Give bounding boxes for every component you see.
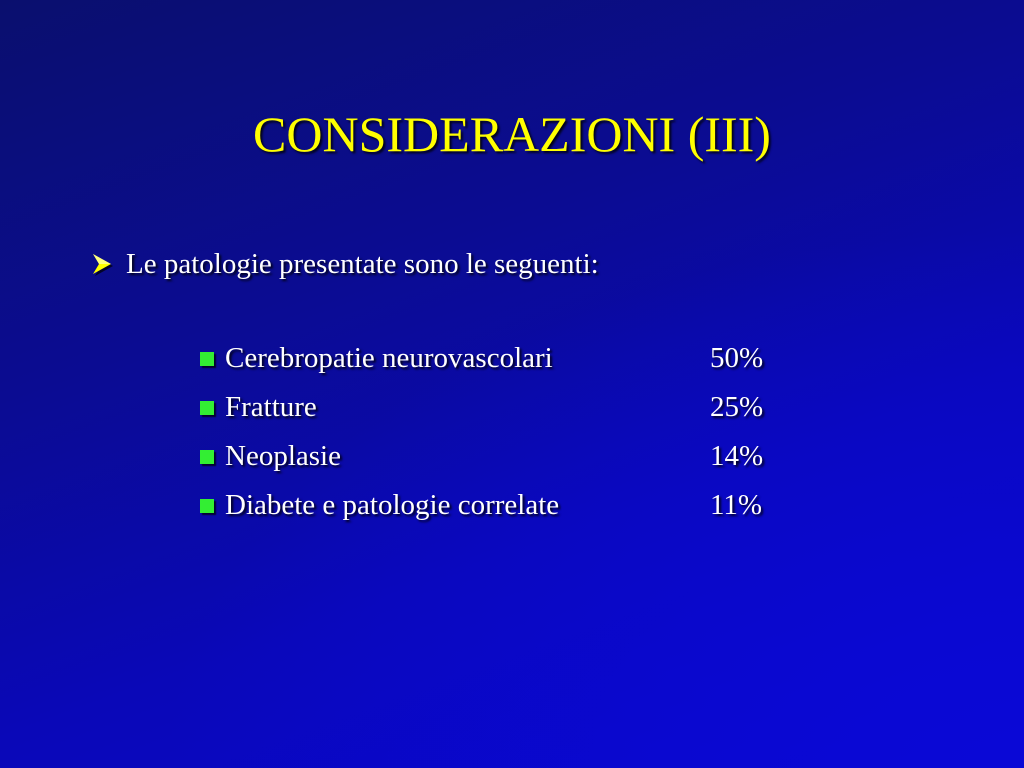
arrow-bullet-icon	[90, 251, 116, 277]
intro-bullet	[90, 244, 599, 284]
item-value: 11%	[710, 489, 763, 521]
item-value: 14%	[710, 440, 764, 472]
item-value: 25%	[710, 391, 764, 423]
item-label: Neoplasie	[225, 440, 341, 472]
square-bullet-icon	[200, 499, 214, 513]
square-bullet-icon	[200, 352, 214, 366]
item-label: Cerebropatie neurovascolari	[225, 342, 553, 374]
item-label: Fratture	[225, 391, 317, 423]
square-bullet-icon	[200, 450, 214, 464]
slide-title: CONSIDERAZIONI (III)	[253, 106, 771, 162]
item-value: 50%	[710, 342, 764, 374]
list-item	[200, 334, 820, 383]
square-bullet-icon	[200, 401, 214, 415]
intro-text: Le patologie presentate sono le seguenti:	[126, 247, 599, 280]
list-item	[200, 481, 820, 530]
pathology-list	[200, 334, 820, 530]
list-item	[200, 383, 820, 432]
item-label: Diabete e patologie correlate	[225, 489, 560, 521]
list-item	[200, 432, 820, 481]
